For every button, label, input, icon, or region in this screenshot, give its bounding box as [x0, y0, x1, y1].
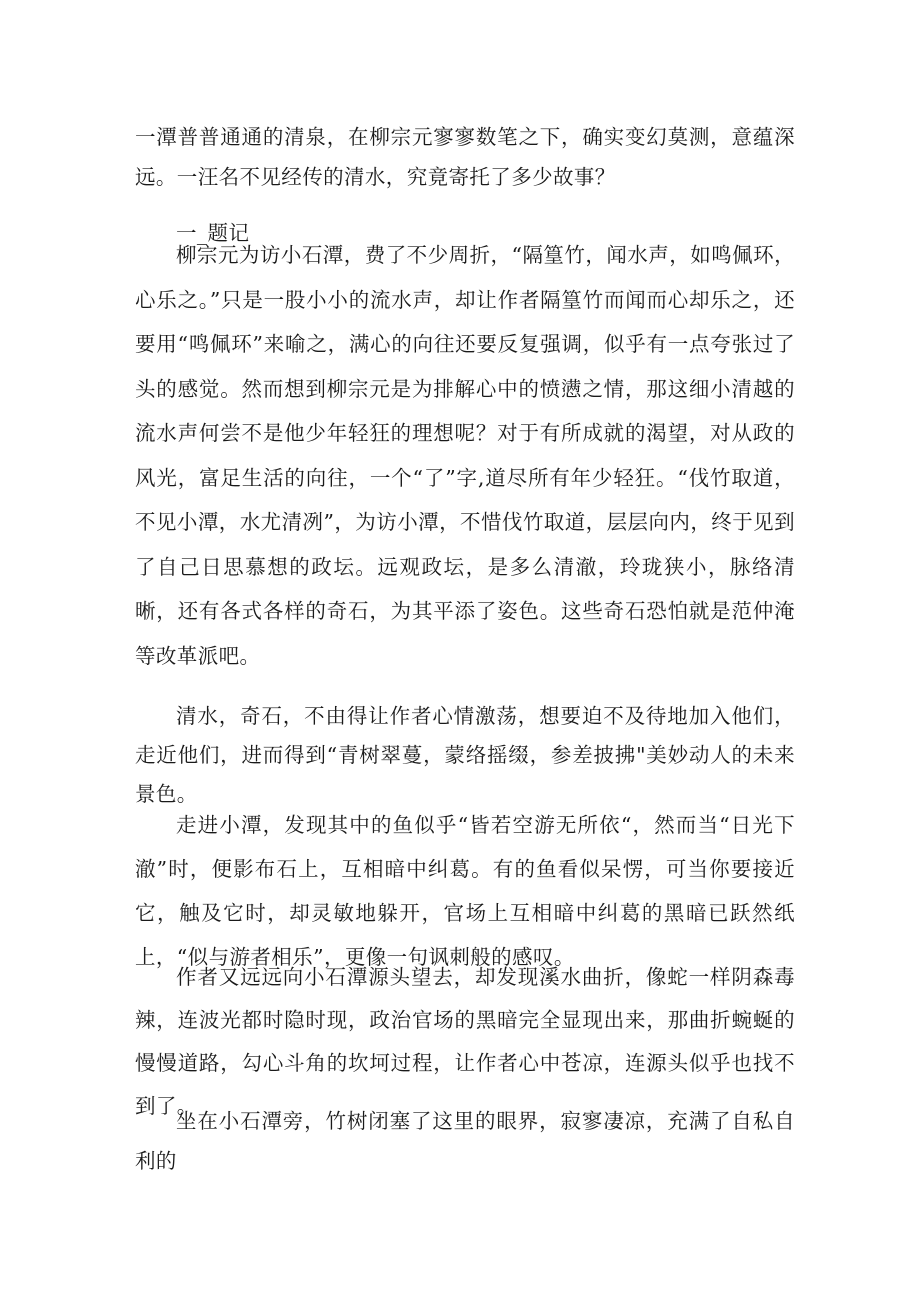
body-paragraph-3: 走进小潭，发现其中的鱼似乎“皆若空游无所依“，然而当“日光下澈”时，便影布石上，互相暗中纠葛。有的鱼看似呆愣，可当你要接近它，触及它时，却灵敏地躲开，官场上互相暗中纠葛的黑暗已跃然纸上，“似与游者相乐”，更像一句讽刺般的感叹。 [135, 813, 795, 969]
intro-paragraph: 一潭普普通通的清泉，在柳宗元寥寥数笔之下，确实变幻莫测，意蕴深远。一汪名不见经传的清水，究竟寄托了多少故事？ [135, 125, 795, 189]
epigraph-attribution: 一_题记 [176, 221, 250, 245]
body-paragraph-1: 柳宗元为访小石潭，费了不少周折，“隔篁竹，闻水声，如鸣佩环，心乐之。”只是一股小小的流水声，却让作者隔篁竹而闻而心却乐之，还要用“鸣佩环”来喻之，满心的向往还要反复强调，似乎有一点夸张过了头的感觉。然而想到柳宗元是为排解心中的愤懑之情，那这细小清越的流水声何尝不是他少年轻狂的理想呢？对于有所成就的渴望，对从政的风光，富足生活的向往，一个“了”字,道尽所有年少轻狂。“伐竹取道，不见小潭，水尤清冽”，为访小潭，不惜伐竹取道，层层向内，终于见到了自己日思慕想的政坛。远观政坛，是多么清澈，玲珑狭小，脉络清晰，还有各式各样的奇石，为其平添了姿色。这些奇石恐怕就是范仲淹等改革派吧。 [135, 243, 795, 668]
body-paragraph-4: 作者又远远向小石潭源头望去，却发现溪水曲折，像蛇一样阴森毒辣，连波光都时隐时现，政治官场的黑暗完全显现出来，那曲折蜿蜒的慢慢道路，勾心斗角的坎坷过程，让作者心中苍凉，连源头似乎也找不到了。 [135, 965, 795, 1118]
body-paragraph-5: 坐在小石潭旁，竹树闭塞了这里的眼界，寂寥凄凉，充满了自私自利的 [135, 1109, 795, 1173]
body-paragraph-2: 清水，奇石，不由得让作者心情激荡，想要迫不及待地加入他们，走近他们，进而得到“青树翠蔓，蒙络摇缀，参差披拂"美妙动人的未来景色。 [135, 704, 795, 806]
